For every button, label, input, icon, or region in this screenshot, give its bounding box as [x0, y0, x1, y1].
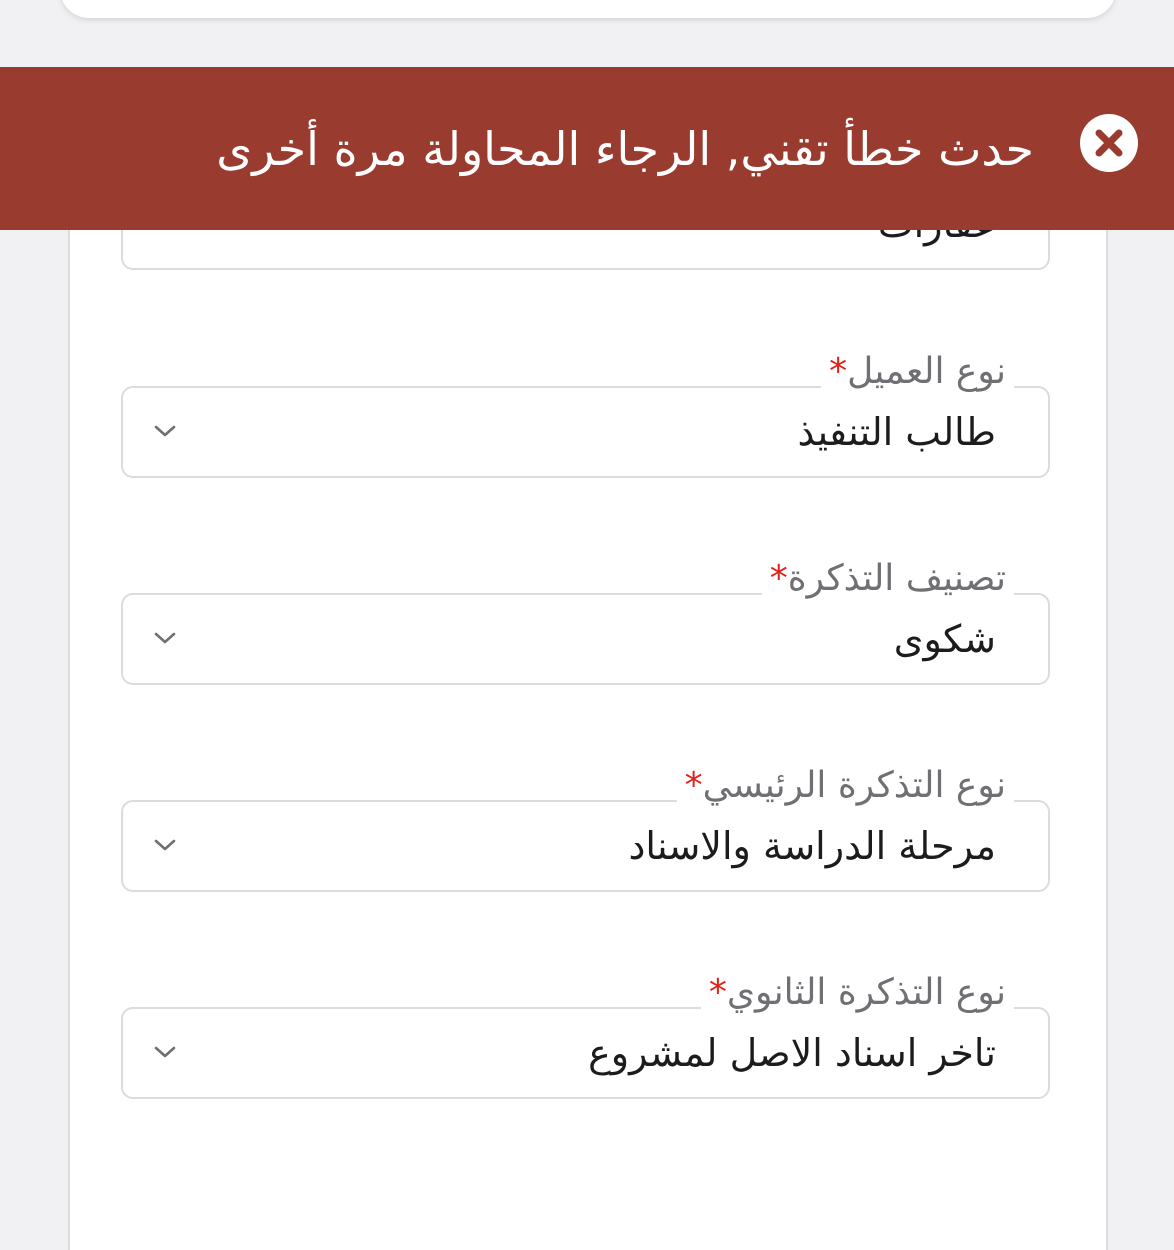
label-text: نوع التذكرة الثانوي [726, 972, 1006, 1013]
close-icon [1080, 114, 1138, 172]
chevron-down-icon [153, 1045, 177, 1059]
select-value: مرحلة الدراسة والاسناد [628, 824, 996, 868]
label-text: نوع العميل [847, 351, 1006, 392]
required-asterisk: * [708, 972, 727, 1013]
required-asterisk: * [769, 558, 788, 599]
close-banner-button[interactable] [1080, 114, 1138, 172]
required-asterisk: * [829, 351, 848, 392]
chevron-down-icon [153, 631, 177, 645]
chevron-down-icon [153, 424, 177, 438]
select-customer-type[interactable] [121, 386, 1050, 478]
label-text: نوع التذكرة الرئيسي [702, 765, 1006, 806]
required-asterisk: * [684, 765, 703, 806]
select-secondary-ticket-type[interactable] [121, 1007, 1050, 1099]
error-message: حدث خطأ تقني, الرجاء المحاولة مرة أخرى [216, 121, 1034, 176]
label-text: تصنيف التذكرة [787, 558, 1006, 599]
select-value: شكوى [893, 617, 996, 661]
select-ticket-classification[interactable] [121, 593, 1050, 685]
field-label-customer-type [821, 349, 1014, 395]
top-search-bar[interactable] [60, 0, 1116, 18]
select-value: طالب التنفيذ [797, 410, 996, 454]
select-main-ticket-type[interactable] [121, 800, 1050, 892]
error-banner [0, 67, 1174, 230]
chevron-down-icon [153, 838, 177, 852]
field-label-ticket-classification [762, 556, 1014, 602]
field-label-secondary-ticket-type [701, 970, 1014, 1016]
select-value: تاخر اسناد الاصل لمشروع [588, 1031, 996, 1075]
field-label-main-ticket-type [677, 763, 1014, 809]
